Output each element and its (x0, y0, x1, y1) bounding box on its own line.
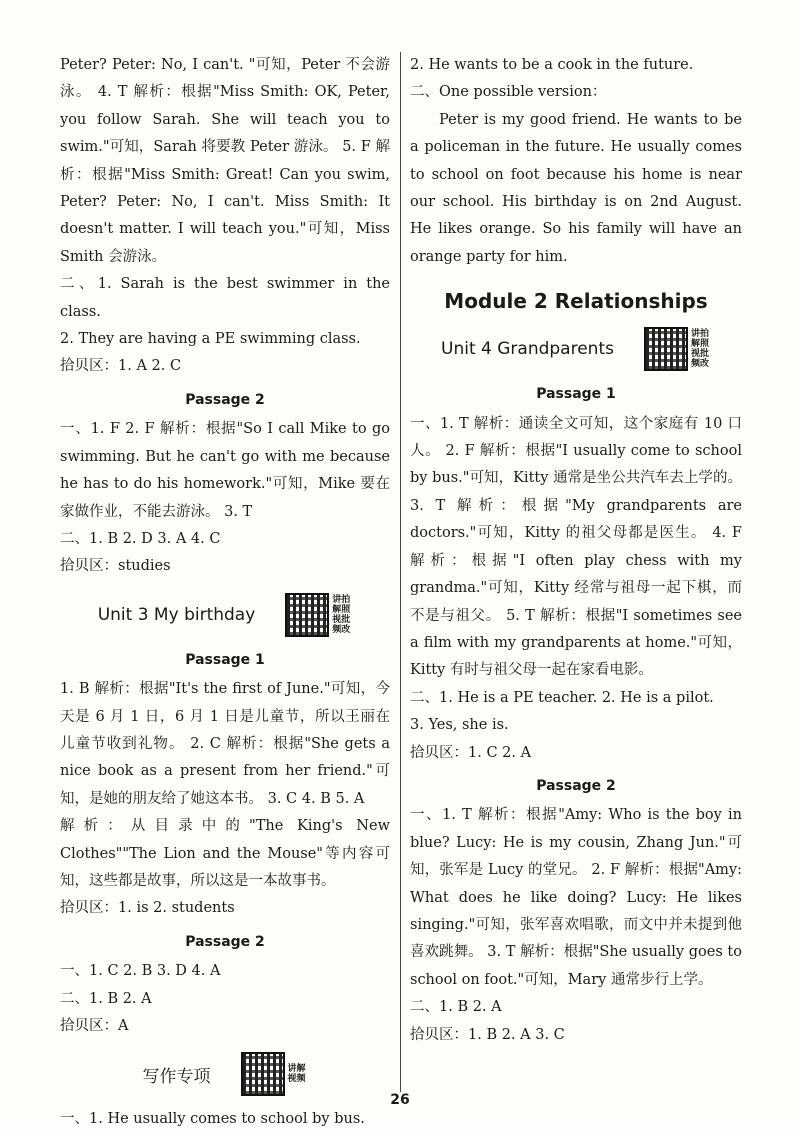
answer-text: 二、One possible version： (410, 84, 607, 101)
answer-text: 拾贝区：studies (60, 558, 171, 575)
qr-label: 讲拍解照视批频改 (332, 594, 351, 635)
answer-text: 一、1. He usually comes to school by bus. (60, 1111, 365, 1128)
passage-heading: Passage 2 (185, 391, 265, 408)
answer-text: 3. Yes, she is. (410, 717, 509, 734)
answer-text: 2. He wants to be a cook in the future. (410, 57, 694, 73)
column-divider (400, 52, 401, 1092)
passage-heading: Passage 2 (185, 933, 265, 950)
unit-title: Unit 4 Grandparents (441, 339, 614, 360)
qr-code[interactable] (285, 593, 352, 637)
qr-label: 讲解视频 (287, 1064, 306, 1085)
qr-code-icon (285, 593, 329, 637)
answer-text: 拾贝区：1. C 2. A (410, 744, 532, 761)
qr-code[interactable] (241, 1052, 308, 1096)
unit-title: Unit 3 My birthday (97, 604, 256, 625)
answer-text: 2. They are having a PE swimming class. (60, 331, 361, 348)
answer-text: 一、1. C 2. B 3. D 4. A (60, 963, 221, 980)
answer-text: 解析：从目录中的"The King's New Clothes""The Lion and the Mouse"等内容可知，这些都是故事，所以这是一本故事书。 (60, 818, 390, 889)
answer-text: 二、1. He is a PE teacher. 2. He is a pilot. (410, 689, 714, 706)
passage-heading: Passage 2 (536, 777, 616, 794)
answer-text: 一、1. F 2. F 解析：根据"So I call Mike to go swimming. But he can't go with me because he has to do his homework."可知，Mike 要在家做作业，不能去游泳。 3. T (60, 421, 390, 520)
qr-code-icon (644, 327, 688, 371)
qr-code-icon (241, 1052, 285, 1096)
unit-4-header (410, 327, 742, 371)
answer-text: 一、1. T 解析：根据"Amy: Who is the boy in blue? Lucy: He is my cousin, Zhang Jun."可知，张军是 Lucy 的堂兄。 2. F 解析：根据"Amy: What does he like doing? Lucy: He likes singing."可知，张军喜欢唱歌，而文中并未提到他喜欢跳舞。 3. T 解析：根据"She usually goes to school on foot."可知，Mary 通常步行上学。 (410, 807, 742, 988)
section-title: 写作专项 (142, 1066, 211, 1087)
answer-text: 一、1. T 解析：通读全文可知，这个家庭有 10 口人。 2. F 解析：根据"I usually come to school by bus."可知，Kitty 通常是坐公共汽车去上学的。 3. T 解析：根据"My grandparents are doctors."可知，Kitty 的祖父母都是医生。 4. F 解析：根据"I often play chess with my grandma."可知，Kitty 经常与祖母一起下棋，而不是与祖父。 5. T 解析：根据"I sometimes see a film with my grandparents at home."可知，Kitty 有时与祖父母一起在家看电影。 (410, 415, 742, 679)
answer-text: 拾贝区：1. A 2. C (60, 358, 182, 375)
answer-text: 二、1. Sarah is the best swimmer in the class. (60, 276, 390, 320)
unit-3-header (60, 593, 390, 637)
answer-text: 拾贝区：1. is 2. students (60, 900, 235, 917)
answer-text: Peter? Peter: No, I can't. "可知，Peter 不会游泳。 4. T 解析：根据"Miss Smith: OK, Peter, you follow Sarah. She will teach you to swim."可知，Sarah 将要教 Peter 游泳。 5. F 解析：根据"Miss Smith: Great! Can you swim, Peter? Peter: No, I can't. Miss Smith: It doesn't matter. I will teach you."可知，Miss Smith 会游泳。 (60, 57, 390, 265)
answer-text: 1. B 解析：根据"It's the first of June."可知，今天是 6 月 1 日，6 月 1 日是儿童节，所以王丽在儿童节收到礼物。 2. C 解析：根据"She gets a nice book as a present from her friend."可知，是她的朋友给了她这本书。 3. C 4. B 5. A (60, 681, 390, 807)
left-column (60, 52, 390, 1134)
qr-code[interactable] (644, 327, 711, 371)
module-title: Module 2 Relationships (444, 289, 708, 314)
right-column (410, 52, 742, 1049)
passage-heading: Passage 1 (536, 386, 616, 403)
writing-header (60, 1052, 390, 1096)
answer-text: 拾贝区：1. B 2. A 3. C (410, 1026, 565, 1043)
answer-text: 二、1. B 2. A (60, 990, 152, 1007)
essay-text: Peter is my good friend. He wants to be a policeman in the future. He usually comes to school on foot because his home is near our school. His birthday is on 2nd August. He likes orange. So his family will have an orange party for him. (410, 111, 742, 265)
passage-heading: Passage 1 (185, 651, 265, 668)
qr-label: 讲拍解照视批频改 (690, 329, 709, 370)
answer-text: 二、1. B 2. A (410, 999, 502, 1016)
answer-text: 二、1. B 2. D 3. A 4. C (60, 530, 221, 547)
answer-text: 拾贝区：A (60, 1018, 129, 1034)
page-number: 26 (390, 1092, 410, 1108)
